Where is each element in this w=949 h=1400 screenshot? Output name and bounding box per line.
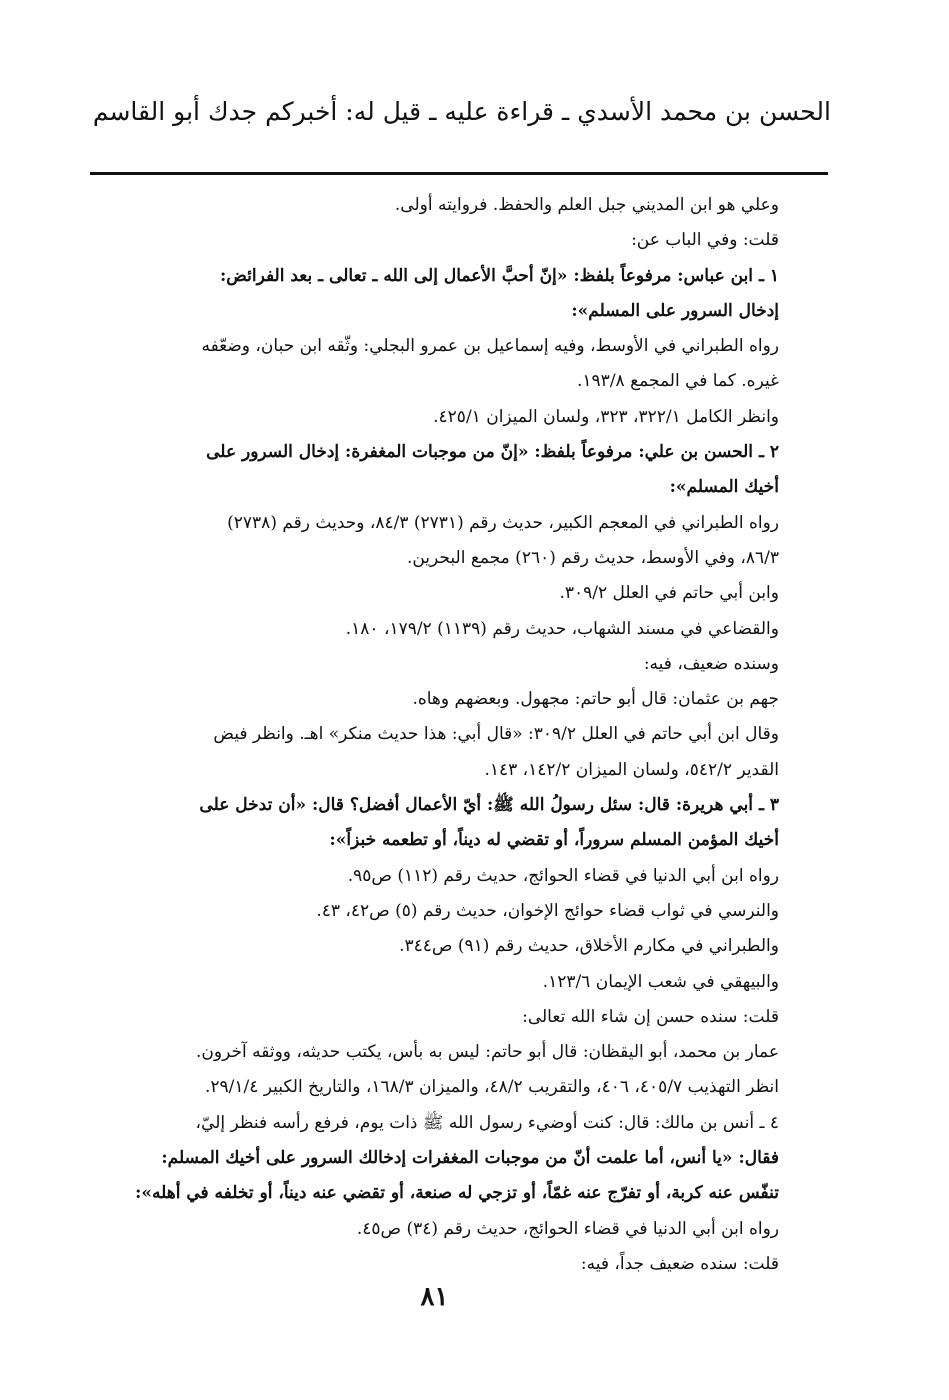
text-line: فقال: «يا أنس، أما علمت أنّ من موجبات المغفرات إدخالك السرور على أخيك المسلم: [161, 1148, 779, 1169]
text-line: والبيهقي في شعب الإيمان ١٢٣/٦. [542, 971, 779, 992]
text-line: إدخال السرور على المسلم»: [571, 300, 779, 321]
text-line: أخيك المؤمن المسلم سروراً، أو تقضي له ديناً، أو تطعمه خبزاً»: [329, 830, 779, 851]
text-line: انظر التهذيب ٤٠٥/٧، ٤٠٦، والتقريب ٤٨/٢، والميزان ١٦٨/٣، والتاريخ الكبير ٢٩/١/٤. [204, 1077, 779, 1098]
text-line: غيره. كما في المجمع ١٩٣/٨. [577, 371, 779, 392]
text-line: قلت: سنده ضعيف جداً، فيه: [580, 1253, 779, 1274]
text-line: ٨٦/٣، وفي الأوسط، حديث رقم (٢٦٠) مجمع البحرين. [406, 547, 779, 568]
text-line: ١ ـ ابن عباس: مرفوعاً بلفظ: «إنّ أحبَّ الأعمال إلى الله ـ تعالى ـ بعد الفرائض: [220, 265, 779, 286]
text-line: وانظر الكامل ٣٢٢/١، ٣٢٣، ولسان الميزان ٤٢٥/١. [433, 406, 779, 427]
text-line: والقضاعي في مسند الشهاب، حديث رقم (١١٣٩) ١٧٩/٢، ١٨٠. [345, 618, 779, 639]
text-line: عمار بن محمد، أبو اليقظان: قال أبو حاتم: ليس به بأس، يكتب حديثه، ووثقه آخرون. [196, 1042, 779, 1063]
text-line: رواه الطبراني في المعجم الكبير، حديث رقم (٢٧٣١) ٨٤/٣، وحديث رقم (٢٧٣٨) [227, 512, 779, 533]
text-line: ٢ ـ الحسن بن علي: مرفوعاً بلفظ: «إنّ من موجبات المغفرة: إدخال السرور على [206, 442, 779, 463]
text-line: وعلي هو ابن المديني جبل العلم والحفظ. فروايته أولى. [394, 195, 779, 215]
text-line: ٣ ـ أبي هريرة: قال: سئل رسولُ الله ﷺ: أيّ الأعمال أفضل؟ قال: «أن تدخل على [199, 795, 779, 816]
text-line: وابن أبي حاتم في العلل ٣٠٩/٢. [559, 583, 779, 604]
text-line: قلت: سنده حسن إن شاء الله تعالى: [522, 1006, 779, 1027]
header-rule [90, 172, 828, 175]
text-line: رواه ابن أبي الدنيا في قضاء الحوائج، حديث رقم (١١٢) ص٩٥. [347, 865, 779, 886]
text-line: رواه الطبراني في الأوسط، وفيه إسماعيل بن عمرو البجلي: وثّقه ابن حبان، وضعّفه [201, 336, 779, 357]
text-line: وسنده ضعيف، فيه: [643, 653, 779, 674]
text-line: والطبراني في مكارم الأخلاق، حديث رقم (٩١) ص٣٤٤. [399, 936, 779, 957]
page-number: ٨١ [420, 1282, 449, 1312]
text-line: ٤ ـ أنس بن مالك: قال: كنت أوضيء رسول الله ﷺ ذات يوم، فرفع رأسه فنظر إليّ، [195, 1112, 779, 1133]
text-line: أخيك المسلم»: [669, 477, 779, 498]
running-head: الحسن بن محمد الأسدي ـ قراءة عليه ـ قيل له: أخبركم جدك أبو القاسم [92, 97, 831, 126]
text-line: رواه ابن أبي الدنيا في قضاء الحوائج، حديث رقم (٣٤) ص٤٥. [356, 1218, 779, 1239]
text-line: جهم بن عثمان: قال أبو حاتم: مجهول. وبعضهم وهاه. [412, 689, 779, 710]
text-line: والنرسي في ثواب قضاء حوائج الإخوان، حديث رقم (٥) ص٤٢، ٤٣. [316, 900, 779, 921]
text-line: تنفّس عنه كربة، أو تفرّج عنه غمّاً، أو تزجي له صنعة، أو تقضي عنه ديناً، أو تخلفه في أهله»: [135, 1183, 779, 1204]
page-body [80, 188, 779, 1282]
text-line: القدير ٥٤٢/٢، ولسان الميزان ١٤٢/٢، ١٤٣. [484, 759, 779, 780]
text-line: وقال ابن أبي حاتم في العلل ٣٠٩/٢: «قال أبي: هذا حديث منكر» اهـ. وانظر فيض [213, 724, 779, 745]
text-line: قلت: وفي الباب عن: [631, 230, 779, 251]
